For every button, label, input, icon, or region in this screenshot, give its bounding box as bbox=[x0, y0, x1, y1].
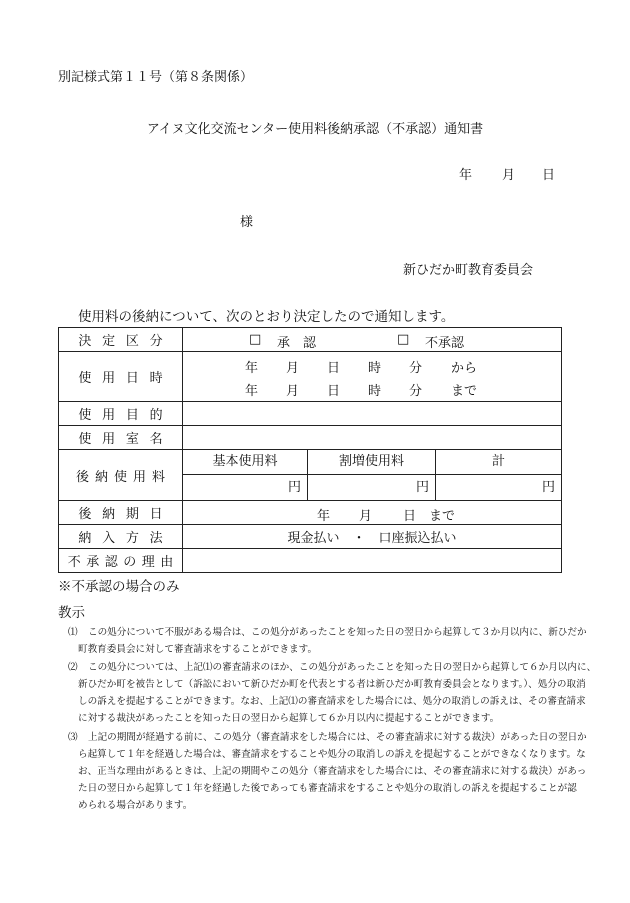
label-decision: 決 定 区 分 bbox=[59, 328, 183, 352]
addressee-suffix: 様 bbox=[240, 215, 254, 230]
deny-label: 不承認 bbox=[425, 336, 465, 351]
instructions-heading: 教示 bbox=[58, 605, 85, 621]
notice-table bbox=[58, 327, 562, 573]
to-year: 年 bbox=[245, 384, 259, 399]
to-minute: 分 bbox=[409, 384, 423, 399]
due-day: 日 bbox=[403, 509, 417, 524]
usage-datetime-field[interactable] bbox=[183, 352, 562, 402]
to-hour: 時 bbox=[368, 384, 382, 399]
due-suffix: まで bbox=[429, 509, 456, 524]
extra-fee-unit: 円 bbox=[415, 480, 429, 495]
row-room bbox=[59, 426, 562, 450]
approve-checkbox[interactable]: □ bbox=[249, 332, 262, 347]
date-month-label: 月 bbox=[502, 168, 516, 183]
document-title: アイヌ文化交流センター使用料後納承認（不承認）通知書 bbox=[146, 122, 484, 137]
label-usage-datetime: 使 用 日 時 bbox=[59, 352, 183, 402]
room-field[interactable] bbox=[183, 426, 562, 450]
decision-options bbox=[183, 328, 562, 352]
row-reason bbox=[59, 549, 562, 573]
deny-checkbox[interactable]: □ bbox=[397, 332, 410, 347]
due-year: 年 bbox=[317, 509, 331, 524]
row-payment bbox=[59, 525, 562, 549]
payment-methods-text: 現金払い ・ 口座振込払い bbox=[287, 531, 457, 546]
from-label: から bbox=[451, 361, 478, 376]
intro-text: 使用料の後納について、次のとおり決定したので通知します。 bbox=[78, 309, 455, 325]
total-fee-field[interactable] bbox=[435, 475, 561, 500]
date-day-label: 日 bbox=[542, 168, 556, 183]
label-deferred-fee: 後 納 使 用 料 bbox=[59, 450, 183, 501]
row-purpose bbox=[59, 402, 562, 426]
basic-fee-field[interactable] bbox=[183, 475, 307, 500]
label-room: 使 用 室 名 bbox=[59, 426, 183, 450]
reason-field[interactable] bbox=[183, 549, 562, 573]
col-basic-fee: 基本使用料 bbox=[212, 454, 278, 469]
from-year: 年 bbox=[245, 361, 259, 376]
to-label: まで bbox=[451, 384, 478, 399]
row-deferred-fee bbox=[59, 450, 562, 501]
due-date-field[interactable] bbox=[183, 501, 562, 525]
from-hour: 時 bbox=[368, 361, 382, 376]
basic-fee-unit: 円 bbox=[287, 480, 301, 495]
form-number: 別記様式第１１号（第８条関係） bbox=[58, 70, 254, 85]
issuer-name: 新ひだか町教育委員会 bbox=[403, 263, 534, 278]
approve-label: 承 認 bbox=[277, 336, 317, 351]
from-minute: 分 bbox=[409, 361, 423, 376]
label-reason: 不 承 認 の 理 由 bbox=[59, 549, 183, 573]
to-month: 月 bbox=[286, 384, 300, 399]
row-usage-datetime bbox=[59, 352, 562, 402]
label-purpose: 使 用 目 的 bbox=[59, 402, 183, 426]
extra-fee-field[interactable] bbox=[307, 475, 435, 500]
row-due-date bbox=[59, 501, 562, 525]
label-payment: 納 入 方 法 bbox=[59, 525, 183, 549]
deferred-fee-cell bbox=[183, 450, 562, 501]
from-month: 月 bbox=[286, 361, 300, 376]
total-fee-unit: 円 bbox=[541, 480, 555, 495]
row-decision bbox=[59, 328, 562, 352]
denied-only-note: ※不承認の場合のみ bbox=[58, 579, 180, 595]
label-due-date: 後 納 期 日 bbox=[59, 501, 183, 525]
due-month: 月 bbox=[359, 509, 373, 524]
to-day: 日 bbox=[327, 384, 341, 399]
col-extra-fee: 割増使用料 bbox=[307, 450, 435, 474]
purpose-field[interactable] bbox=[183, 402, 562, 426]
date-year-label: 年 bbox=[459, 168, 473, 183]
from-day: 日 bbox=[327, 361, 341, 376]
payment-methods bbox=[183, 525, 562, 549]
col-total-fee: 計 bbox=[435, 450, 561, 474]
